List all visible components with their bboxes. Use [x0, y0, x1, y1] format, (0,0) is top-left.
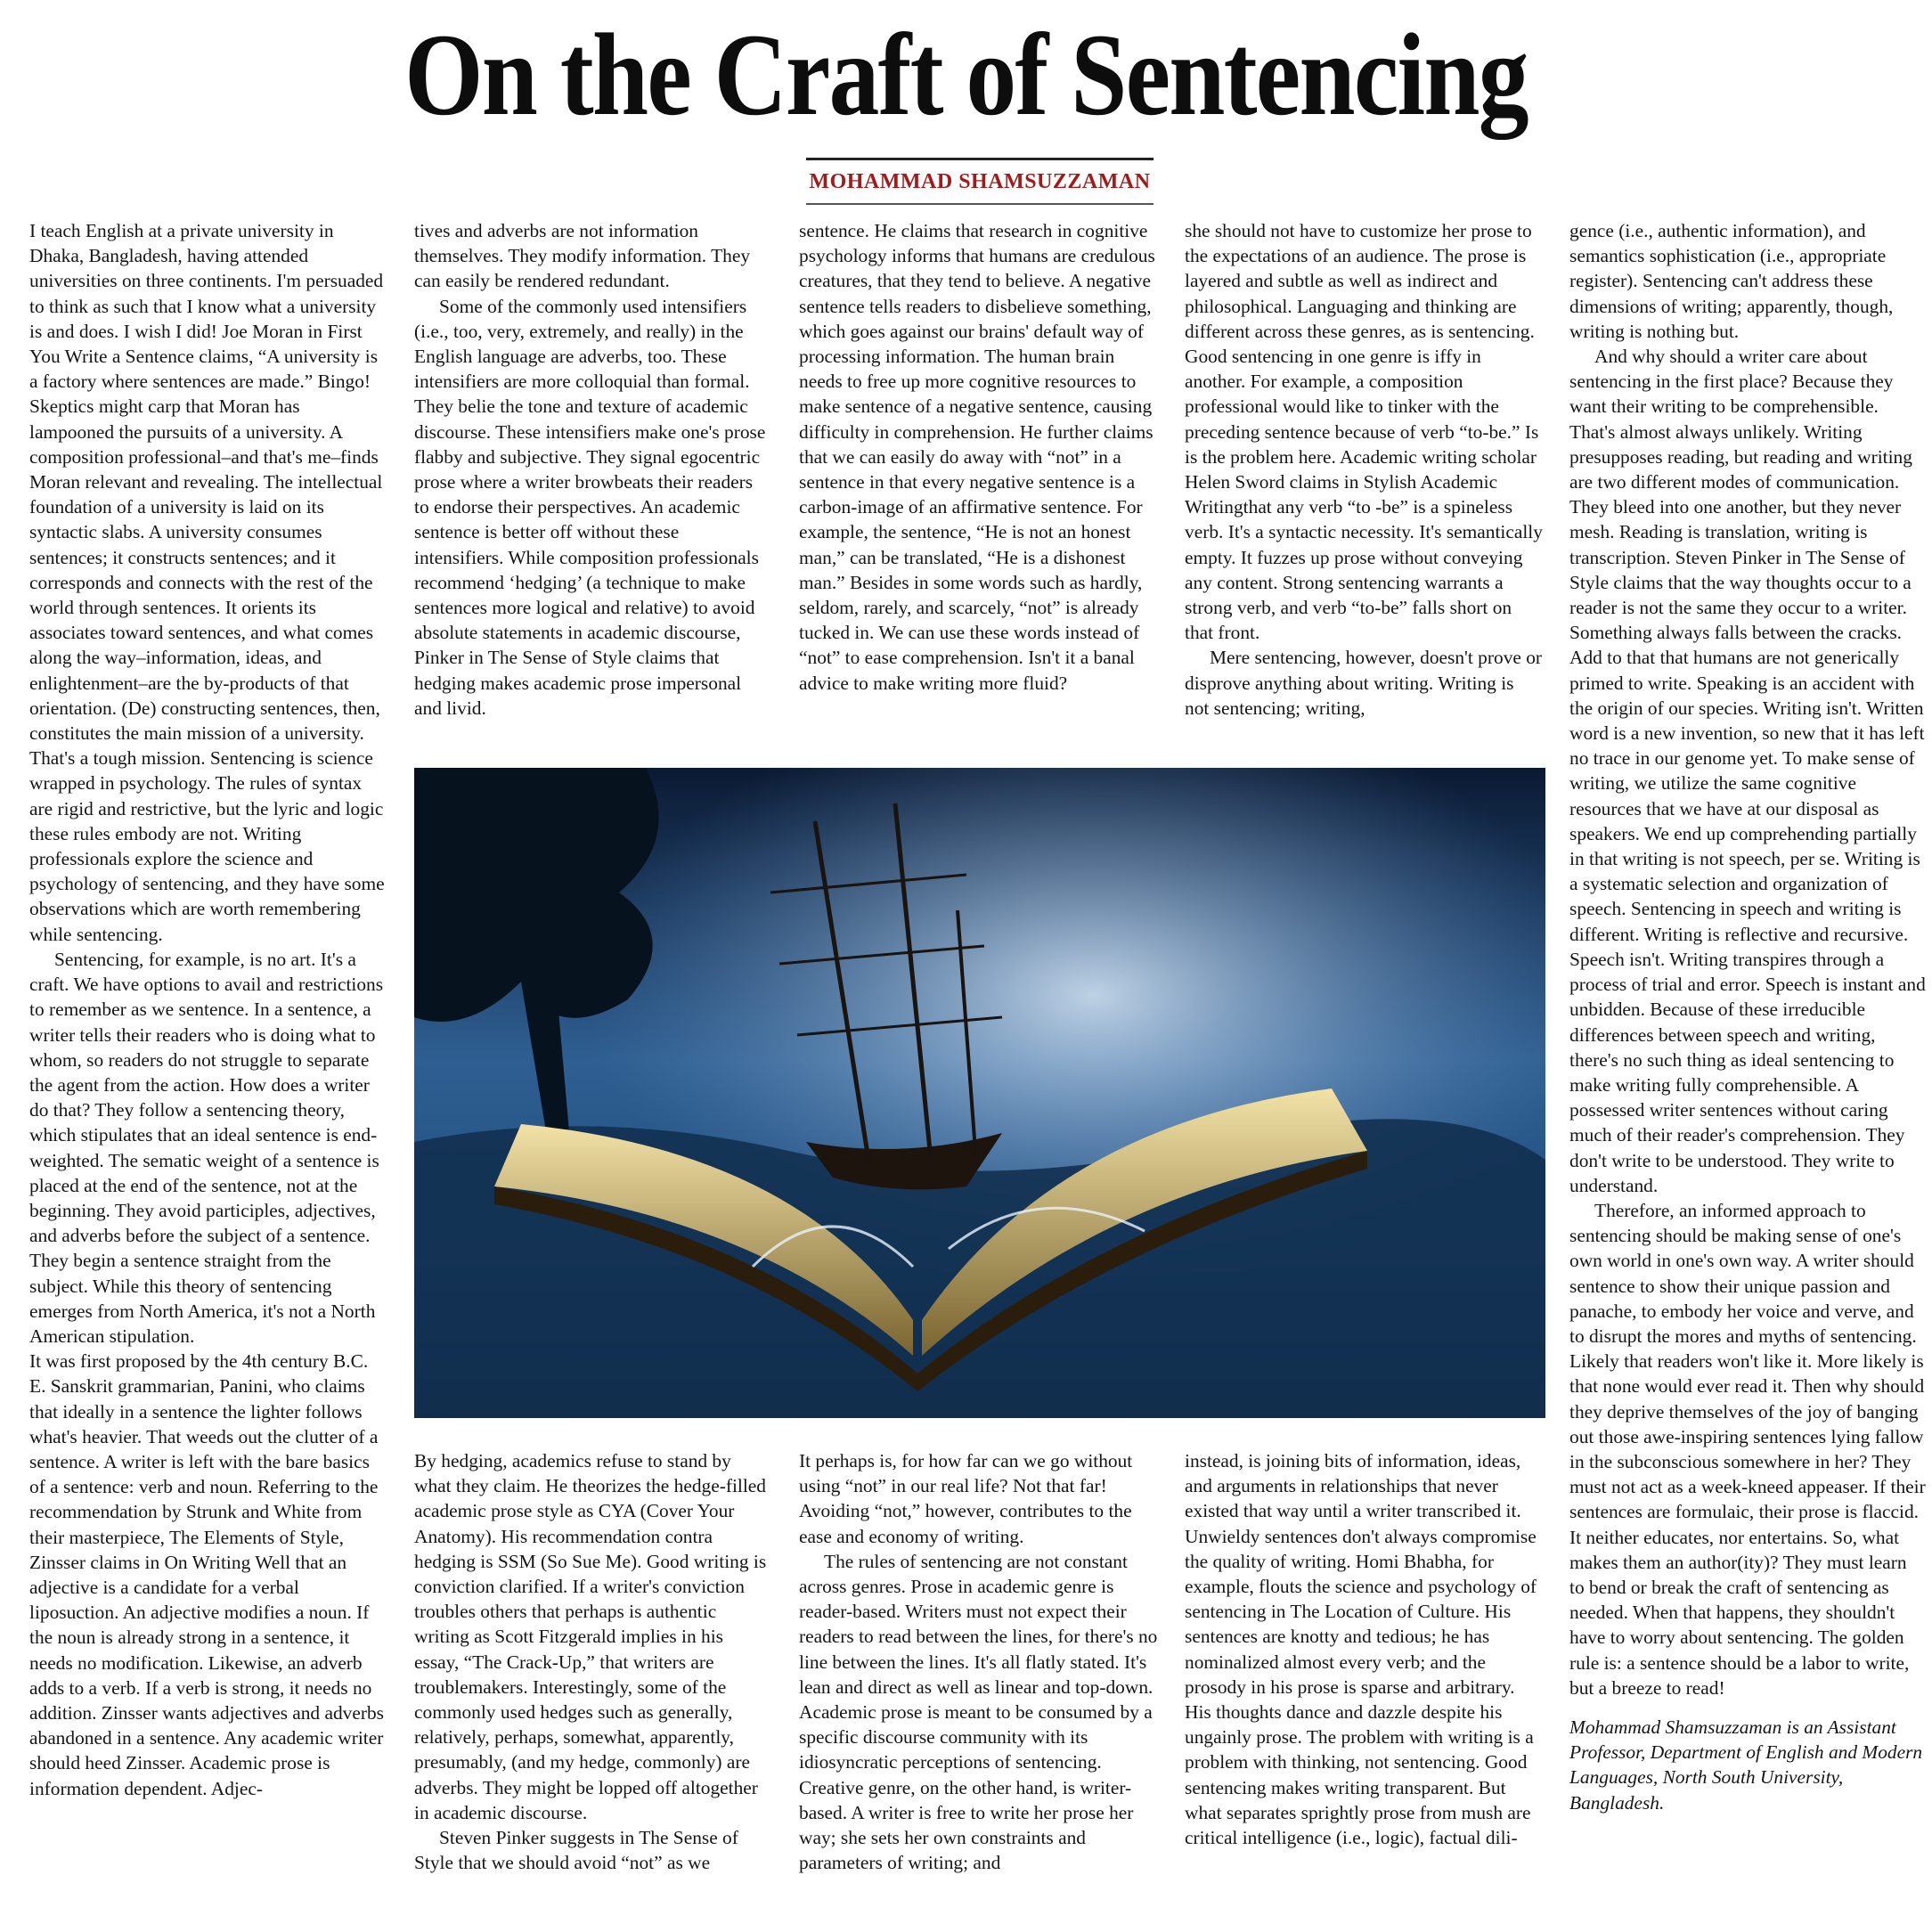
- illustration-svg: [414, 768, 1545, 1418]
- tree-silhouette: [414, 768, 659, 1022]
- paragraph: It perhaps is, for how far can we go without using “not” in our real life? Not that far! Avoiding “not,” however, contributes to the ease and economy of writing.: [799, 1450, 1133, 1547]
- author-bio: Mohammad Shamsuzzaman is an Assistant Professor, Department of English and Modern Languages, North South University, Bangladesh.: [1569, 1716, 1923, 1814]
- paragraph: It was first proposed by the 4th century B.C. E. Sanskrit grammarian, Panini, who claims that ideally in a sentence the lighter follows what's heavier. That weeds out the clutter of a sentence. A writer is left with the bare basics of a sentence: verb and noun. Referring to the recommendation by Strunk and White from their masterpiece, The Elements of Style, Zinsser claims in On Writing Well that an adjective is a candidate for a verbal liposuction. An adjective modifies a noun. If the noun is already strong in a sentence, it needs no modification. Likewise, an adverb adds to a verb. If a verb is strong, it needs no addition. Zinsser wants adjectives and adverbs abandoned in a sentence. Any academic writer should heed Zinsser. Academic prose is information dependent. Adjec-: [29, 1350, 384, 1799]
- column-1: [29, 218, 387, 1906]
- paragraph: instead, is joining bits of information, ideas, and arguments in relationships that never existed that way until a writer transcribed it. Unwieldy sentences don't always compromise the quality of writing. Homi Bhabha, for example, flouts the science and psychology of sentencing in The Location of Culture. His sentences are knotty and tedious; he has nominalized almost every verb; and the prosody in his prose is sparse and arbitrary. His thoughts dance and dazzle despite his ungainly prose. The problem with writing is a problem with thinking, not sentencing. Good sentencing makes writing transparent. But what separates sprightly prose from mush are critical intelligence (i.e., logic), factual dili-: [1185, 1450, 1537, 1849]
- paragraph: tives and adverbs are not information themselves. They modify information. They can easily be rendered redundant.: [414, 220, 751, 292]
- book-ship-illustration: [414, 768, 1545, 1418]
- headline: On the Craft of Sentencing: [404, 9, 1528, 140]
- byline-rule: [806, 158, 1153, 205]
- paragraph: Mere sentencing, however, doesn't prove or disprove anything about writing. Writing is not sentencing; writing,: [1185, 647, 1543, 719]
- column-3-top: [799, 218, 1159, 744]
- column-4-bottom: [1185, 1448, 1543, 1906]
- column-2-top: [414, 218, 772, 744]
- paragraph: By hedging, academics refuse to stand by what they claim. He theorizes the hedge-filled academic prose style as CYA (Cover Your Anatomy). His recommendation contra hedging is SSM (So Sue Me). Good writing is conviction clarified. If a writer's conviction troubles others that perhaps is authentic writing as Scott Fitzgerald implies in his essay, “The Crack-Up,” that writers are troublemakers. Interestingly, some of the commonly used hedges such as generally, relatively, perhaps, somewhat, apparently, presumably, (and my hedge, commonly) are adverbs. They might be lopped off altogether in academic discourse.: [414, 1450, 767, 1823]
- paragraph: Steven Pinker suggests in The Sense of Style that we should avoid “not” as we: [414, 1827, 738, 1874]
- byline: MOHAMMAD SHAMSUZZAMAN: [809, 169, 1151, 193]
- column-4-top: [1185, 218, 1543, 744]
- paragraph: I teach English at a private university in Dhaka, Bangladesh, having attended universities on three continents. I'm persuaded to think as such that I know what a university is and does. I wish I did! Joe Moran in First You Write a Sentence claims, “A university is a factory where sentences are made.” Bingo! Skeptics might carp that Moran has lampooned the pursuits of a university. A composition professional–and that's me–finds Moran relevant and revealing. The intellectual foundation of a university is laid on its syntactic slabs. A university consumes sentences; it constructs sentences; and it corresponds and connects with the rest of the world through sentences. It orients its associates toward sentences, and what comes along the way–information, ideas, and enlightenment–are the by-products of that orientation. (De) constructing sentences, then, constitutes the main mission of a university. That's a tough mission. Sentencing is science wrapped in psychology. The rules of syntax are rigid and restrictive, but the lyric and logic these rules embody are not. Writing professionals explore the science and psychology of sentencing, and they have some observations which are worth remembering while sentencing.: [29, 220, 385, 945]
- paragraph: she should not have to customize her prose to the expectations of an audience. The prose is layered and subtle as well as indirect and philosophical. Languaging and thinking are different across these genres, as is sentencing. Good sentencing in one genre is iffy in another. For example, a composition professional would like to tinker with the preceding sentence because of verb “to-be.” Is is the problem here. Academic writing scholar Helen Sword claims in Stylish Academic Writingthat any verb “to -be” is a spineless verb. It's a syntactic necessity. It's semantically empty. It fuzzes up prose without conveying any content. Strong sentencing warrants a strong verb, and verb “to-be” falls short on that front.: [1185, 220, 1543, 644]
- paragraph: Some of the commonly used intensifiers (i.e., too, very, extremely, and really) in the English language are adverbs, too. These intensifiers are more colloquial than formal. They belie the tone and texture of academic discourse. These intensifiers make one's prose flabby and subjective. They signal egocentric prose where a writer browbeats their readers to endorse their perspectives. An academic sentence is better off without these intensifiers. While composition professionals recommend ‘hedging’ (a technique to make sentences more logical and relative) to avoid absolute statements in academic discourse, Pinker in The Sense of Style claims that hedging makes academic prose impersonal and livid.: [414, 295, 766, 719]
- paragraph: gence (i.e., authentic information), and semantics sophistication (i.e., appropriate register). Sentencing can't address these dimensions of writing; apparently, though, writing is nothing but.: [1569, 220, 1894, 342]
- paragraph: Sentencing, for example, is no art. It's a craft. We have options to avail and restrictions to remember as we sentence. In a sentence, a writer tells their readers who is doing what to whom, so readers do not struggle to separate the agent from the action. How does a writer do that? They follow a sentencing theory, which stipulates that an ideal sentence is end-weighted. The sematic weight of a sentence is placed at the end of the sentence, not at the beginning. They avoid participles, adjectives, and adverbs before the subject of a sentence. They begin a sentence straight from the subject. While this theory of sentencing emerges from North America, it's not a North American stipulation.: [29, 948, 384, 1347]
- paragraph: And why should a writer care about sentencing in the first place? Because they want their writing to be comprehensible. That's almost always unlikely. Writing presupposes reading, but reading and writing are two different modes of communication. They bleed into one another, but they never mesh. Reading is translation, writing is transcription. Steven Pinker in The Sense of Style claims that the way thoughts occur to a reader is not the same they occur to a writer. Something always falls between the cracks. Add to that that humans are not generically primed to write. Speaking is an accident with the origin of our species. Writing isn't. Written word is a new invention, so new that it has left no trace in our genome yet. To make sense of writing, we utilize the same cognitive resources that we have at our disposal as speakers. We end up comprehending partially in that writing is not speech, per se. Writing is a systematic selection and organization of speech. Sentencing in speech and writing is different. Writing is reflective and recursive. Speech isn't. Writing transpires through a process of trial and error. Speech is instant and unbidden. Because of these irreducible differences between speech and writing, there's no such thing as ideal sentencing to make writing fully comprehensible. A possessed writer sentences without caring much of their reader's comprehension. They don't write to be understood. They write to understand.: [1569, 346, 1926, 1196]
- column-5: [1569, 218, 1926, 1906]
- column-3-bottom: [799, 1448, 1159, 1906]
- paragraph: Therefore, an informed approach to sentencing should be making sense of one's own world in one's own way. A writer should sentence to show their unique passion and panache, to embody her voice and verve, and to disrupt the mores and myths of sentencing. Likely that readers won't like it. More likely is that none would ever read it. Then why should they deprive themselves of the joy of banging out those awe-inspiring sentences lying fallow in the subconscious somewhere in her? They must not act as a week-kneed appeaser. If their sentences are formulaic, their prose is flaccid. It neither educates, nor entertains. So, what makes them an author(ity)? They must learn to bend or break the craft of sentencing as needed. When that happens, they shouldn't have to worry about sentencing. The golden rule is: a sentence should be a labor to write, but a breeze to read!: [1569, 1199, 1926, 1699]
- paragraph: The rules of sentencing are not constant across genres. Prose in academic genre is reader-based. Writers must not expect their readers to read between the lines, for there's no line between the lines. It's all flatly stated. It's lean and direct as well as linear and top-down. Academic prose is meant to be consumed by a specific discourse community with its idiosyncratic perceptions of sentencing. Creative genre, on the other hand, is writer-based. A writer is free to write her prose her way; she sets her own constraints and parameters of writing; and: [799, 1550, 1158, 1874]
- paragraph: sentence. He claims that research in cognitive psychology informs that humans are credulous creatures, that they tend to believe. A negative sentence tells readers to disbelieve something, which goes against our brains' default way of processing information. The human brain needs to free up more cognitive resources to make sentence of a negative sentence, causing difficulty in comprehension. He further claims that we can easily do away with “not” in a sentence in that every negative sentence is a carbon-image of an affirmative sentence. For example, the sentence, “He is not an honest man,” can be translated, “He is a dishonest man.” Besides in some words such as hardly, seldom, rarely, and scarcely, “not” is already tucked in. We can use these words instead of “not” to ease comprehension. Isn't it a banal advice to make writing more fluid?: [799, 220, 1155, 694]
- column-2-bottom: [414, 1448, 772, 1906]
